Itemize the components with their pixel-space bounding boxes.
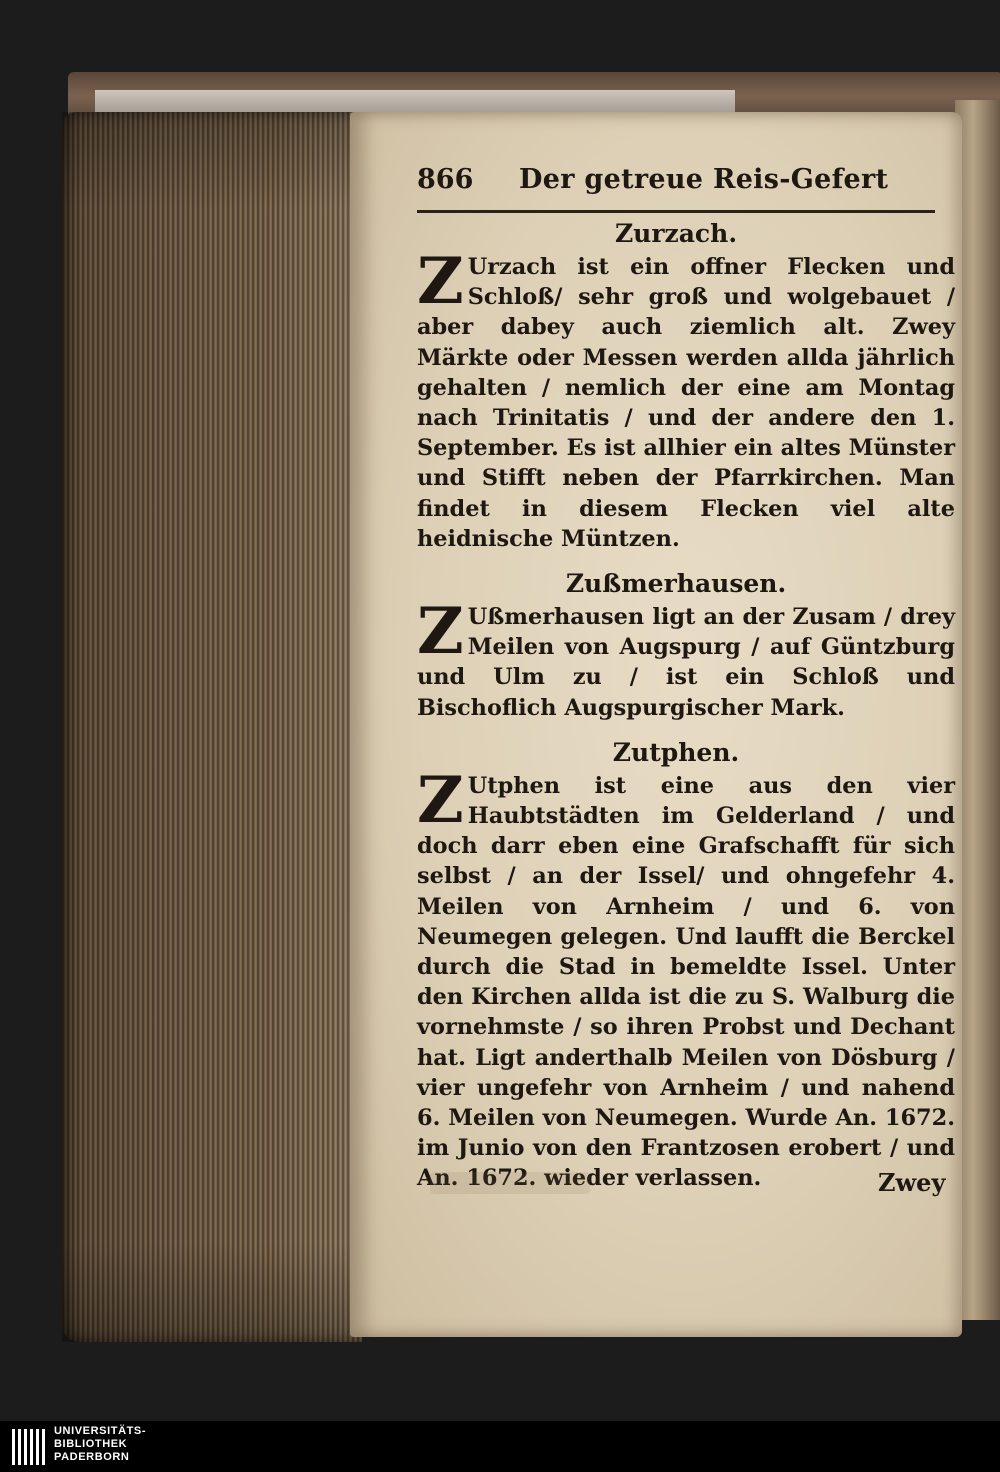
section-text xyxy=(417,244,955,554)
drop-cap: Z xyxy=(417,762,464,838)
section-zutphen xyxy=(417,737,955,1194)
section-heading: Zutphen. xyxy=(612,737,740,767)
section-body: Utphen ist eine aus den vier Haubtstädten im Gelderland / und doch darr eben eine Grafschafft für sich selbst / an der Issel/ und ohngefehr 4. Meilen von Arnheim / und 6. von Neumegen gelegen. Und laufft die Berckel durch die Stad in bemeldte Issel. Unter den Kirchen allda ist die zu S. Walburg die vornehmste / so ihren Probst und Dechant hat. Ligt anderthalb Meilen von Dösburg / vier ungefehr von Arnheim / und nahend 6. Meilen von Neumegen. Wurde An. 1672. im Junio von den Frantzosen erobert / und An. 1672. wieder verlassen. xyxy=(417,772,955,1192)
header-rule xyxy=(417,210,935,213)
section-zussmerhausen xyxy=(417,568,955,723)
section-text xyxy=(417,594,955,723)
running-title: Der getreue Reis-Gefert xyxy=(519,164,889,195)
page-block-edges xyxy=(62,112,362,1342)
library-name-line: BIBLIOTHEK xyxy=(54,1438,128,1450)
section-body: Urzach ist ein offner Flecken und Schloß/ sehr groß und wolgebauet / aber dabey auch ziemlich alt. Zwey Märkte oder Messen werden allda jährlich gehalten / nemlich der eine am Montag nach Trinitatis / und der andere den 1. September. Es ist allhier ein altes Münster und Stifft neben der Pfarrkirchen. Man findet in diesem Flecken viel alte heidnische Müntzen. xyxy=(417,254,955,552)
library-name xyxy=(54,1425,146,1464)
university-logo-icon xyxy=(10,1427,46,1467)
catchword: Zwey xyxy=(878,1168,946,1197)
section-text xyxy=(417,762,955,1194)
running-head xyxy=(417,160,955,204)
library-name-line: PADERBORN xyxy=(54,1451,130,1463)
section-zurzach xyxy=(417,218,955,554)
drop-cap: Z xyxy=(417,244,464,319)
library-name-line: UNIVERSITÄTS- xyxy=(54,1425,147,1437)
section-heading: Zurzach. xyxy=(614,219,738,248)
drop-cap: Z xyxy=(417,594,464,670)
section-heading: Zußmerhausen. xyxy=(565,569,787,599)
section-body: Ußmerhausen ligt an der Zusam / drey Meilen von Augspurg / auf Güntzburg und Ulm zu / ist ein Schloß und Bischoflich Augspurgischer Mark. xyxy=(417,604,955,721)
library-footer xyxy=(0,1421,1000,1472)
page-content xyxy=(417,160,955,1194)
page-number: 866 xyxy=(417,164,474,195)
show-through-smudge xyxy=(430,1172,590,1194)
